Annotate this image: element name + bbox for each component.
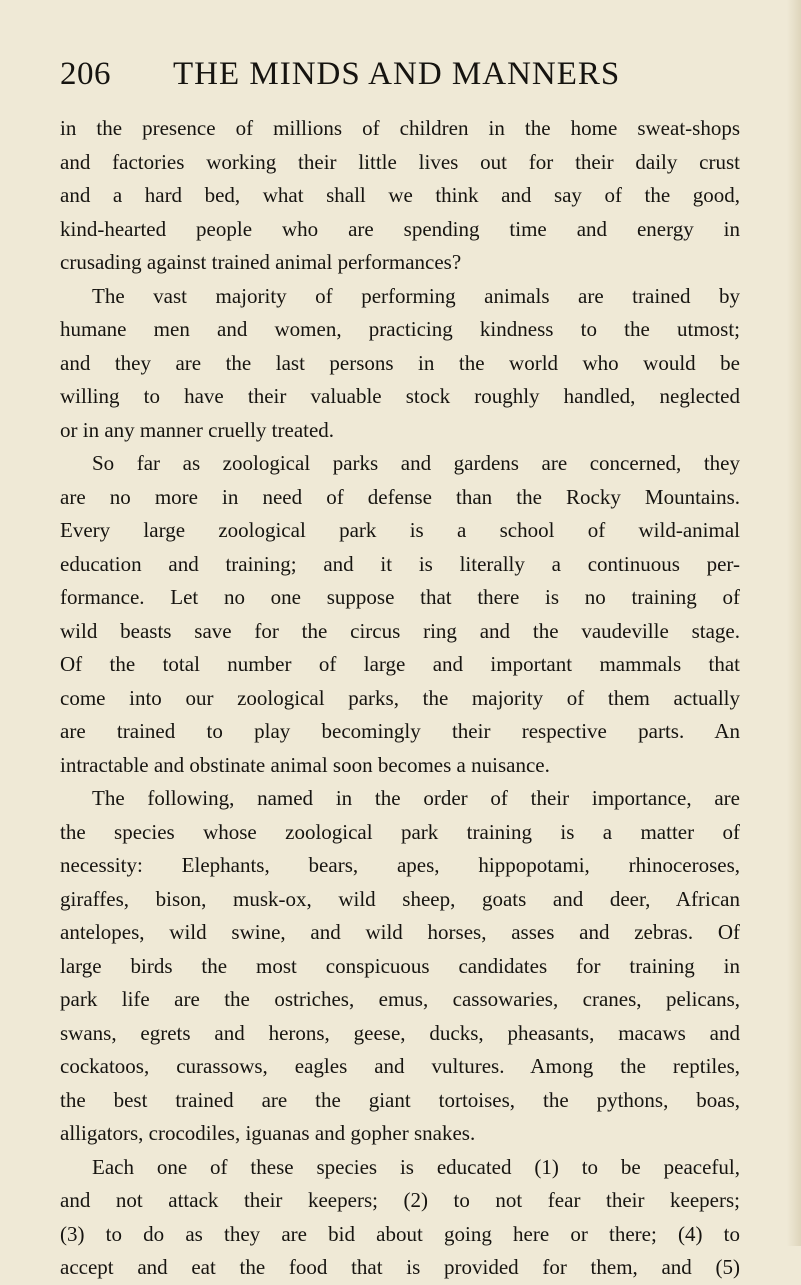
text-line: The vast majority of performing animals are trained by [92, 283, 740, 308]
text-line: Of the total number of large and important mammals that [60, 652, 740, 676]
text-line: and factories working their little lives out for their daily crust [60, 149, 740, 174]
text-line: giraffes, bison, musk-ox, wild sheep, goats and deer, African [60, 886, 740, 911]
text-line: come into our zoological parks, the majority of them actually [60, 685, 740, 710]
text-line: Every large zoological park is a school of wild-animal [60, 518, 740, 542]
text-line: cockatoos, curassows, eagles and vultures. Among the reptiles, [60, 1054, 740, 1078]
page-edge-shadow [787, 0, 801, 1246]
text-line: Each one of these species is educated (1) to be peaceful, [92, 1154, 740, 1179]
running-head [60, 52, 740, 96]
text-line: accept and eat the food that is provided for them, and (5) [60, 1255, 740, 1279]
text-line: or in any manner cruelly treated. [60, 417, 335, 442]
text-line: intractable and obstinate animal soon becomes a nuisance. [60, 752, 550, 777]
text-line: alligators, crocodiles, iguanas and gopher snakes. [60, 1121, 476, 1145]
text-line: and they are the last persons in the world who would be [60, 350, 740, 375]
text-line: (3) to do as they are bid about going here or there; (4) to [60, 1221, 740, 1246]
text-line: willing to have their valuable stock roughly handled, neglected [60, 384, 740, 408]
text-line: kind-hearted people who are spending time and energy in [60, 216, 740, 241]
text-line: the best trained are the giant tortoises, the pythons, boas, [60, 1087, 740, 1112]
running-title: THE MINDS AND MANNERS [173, 56, 621, 92]
text-line: and a hard bed, what shall we think and say of the good, [60, 183, 740, 207]
text-line: wild beasts save for the circus ring and the vaudeville stage. [60, 618, 740, 643]
text-line: are trained to play becomingly their respective parts. An [60, 719, 740, 743]
text-line: in the presence of millions of children in the home sweat-shops [60, 116, 740, 140]
text-line: and not attack their keepers; (2) to not fear their keepers; [60, 1188, 740, 1212]
text-line: So far as zoological parks and gardens are concerned, they [92, 451, 740, 475]
text-line: crusading against trained animal performances? [60, 250, 462, 274]
text-line: are no more in need of defense than the Rocky Mountains. [60, 484, 740, 509]
text-line: antelopes, wild swine, and wild horses, asses and zebras. Of [60, 920, 740, 944]
text-line: The following, named in the order of their importance, are [92, 786, 740, 810]
text-line: the species whose zoological park training is a matter of [60, 819, 740, 844]
text-line: education and training; and it is literally a continuous per- [60, 551, 740, 576]
text-line: park life are the ostriches, emus, cassowaries, cranes, pelicans, [60, 987, 740, 1011]
text-line: large birds the most conspicuous candidates for training in [60, 953, 740, 978]
body-text [60, 112, 740, 1285]
page-number: 206 [60, 56, 111, 92]
text-line: necessity: Elephants, bears, apes, hippopotami, rhinoceroses, [60, 853, 740, 877]
text-line: formance. Let no one suppose that there is no training of [60, 585, 740, 609]
text-line: humane men and women, practicing kindness to the utmost; [60, 317, 740, 341]
text-line: swans, egrets and herons, geese, ducks, pheasants, macaws and [60, 1020, 740, 1045]
